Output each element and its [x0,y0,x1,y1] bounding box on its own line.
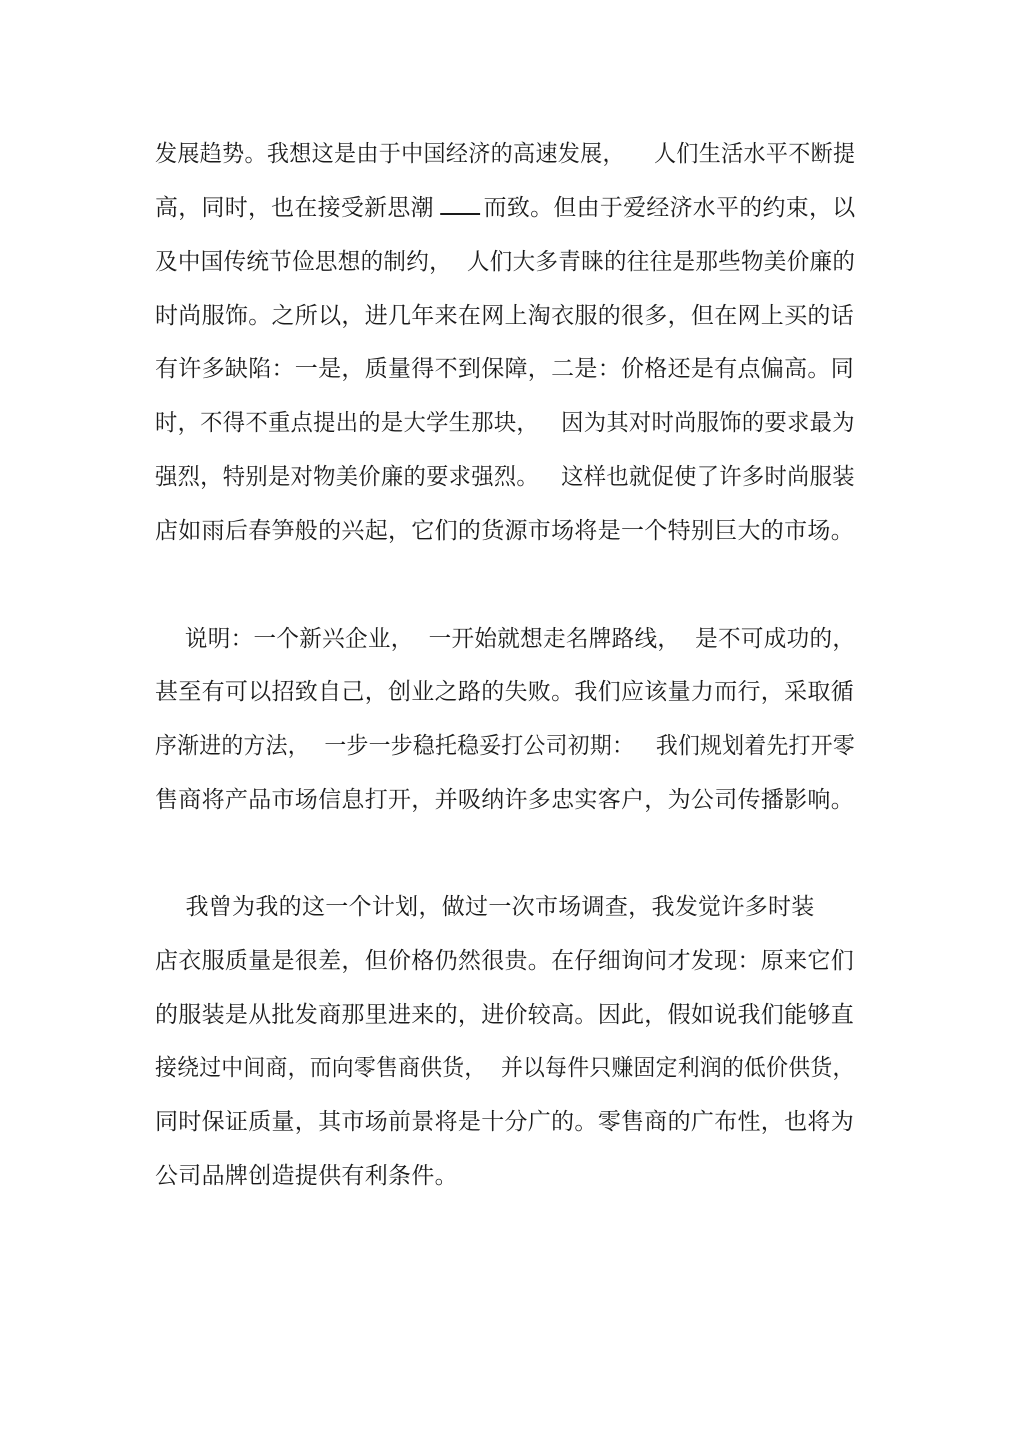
paragraph-2-line-1: 说明：一个新兴企业， 一开始就想走名牌路线， 是不可成功的， [155,626,856,652]
paragraph-1-line-2-end: 而致。但由于爱经济水平的约束，以 [483,195,856,221]
paragraph-2-line-3: 序渐进的方法， 一步一步稳托稳妥打公司初期： 我们规划着先打开零 [155,733,856,759]
paragraph-1-line-7: 强烈，特别是对物美价廉的要求强烈。 这样也就促使了许多时尚服装 [155,464,855,490]
fill-in-blank [440,193,480,215]
paragraph-1-line-6: 时，不得不重点提出的是大学生那块， 因为其对时尚服饰的要求最为 [155,410,855,436]
paragraph-3-line-4: 接绕过中间商，而向零售商供货， 并以每件只赚固定利润的低价供货， [155,1055,855,1081]
paragraph-3-line-6: 公司品牌创造提供有利条件。 [155,1163,458,1189]
paragraph-3-line-5: 同时保证质量，其市场前景将是十分广的。零售商的广布性，也将为 [155,1109,854,1135]
paragraph-1-line-8: 店如雨后春笋般的兴起，它们的货源市场将是一个特别巨大的市场。 [155,518,854,544]
paragraph-3-line-2: 店衣服质量是很差，但价格仍然很贵。在仔细询问才发现：原来它们 [155,948,854,974]
paragraph-1-line-4: 时尚服饰。之所以，进几年来在网上淘衣服的很多，但在网上买的话 [155,303,854,329]
paragraph-1-line-3: 及中国传统节俭思想的制约， 人们大多青睐的往往是那些物美价廉的 [155,249,856,275]
paragraph-2-line-2: 甚至有可以招致自己，创业之路的失败。我们应该量力而行，采取循 [155,679,854,705]
paragraph-1-line-1: 发展趋势。我想这是由于中国经济的高速发展， 人们生活水平不断提 [155,141,856,167]
paragraph-3-line-1: 我曾为我的这一个计划，做过一次市场调查，我发觉许多时装 [155,894,815,920]
paragraph-1-line-5: 有许多缺陷：一是，质量得不到保障，二是：价格还是有点偏高。同 [155,356,854,382]
paragraph-3-line-3: 的服装是从批发商那里进来的，进价较高。因此，假如说我们能够直 [155,1002,854,1028]
paragraph-1-line-2-start: 高，同时，也在接受新思潮 [155,195,434,221]
paragraph-2-line-4: 售商将产品市场信息打开，并吸纳许多忠实客户，为公司传播影响。 [155,787,854,813]
paragraph-1-line-2 [155,193,855,223]
